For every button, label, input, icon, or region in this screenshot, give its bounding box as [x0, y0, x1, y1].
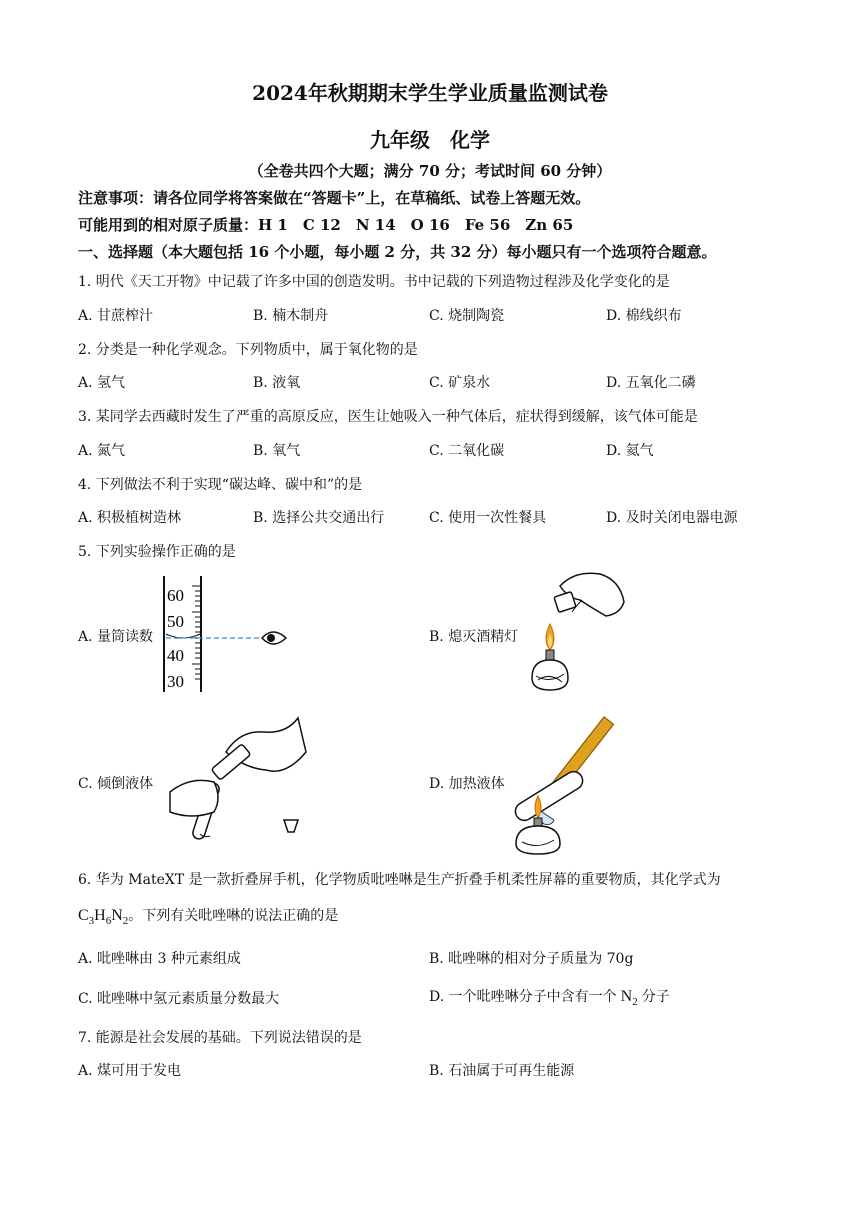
option-a: A. 甘蔗榨汁 — [78, 308, 154, 324]
section-heading: 一、选择题（本大题包括 16 个小题，每小题 2 分，共 32 分）每小题只有一个选项符合题意。 — [78, 243, 717, 261]
graduated-cylinder-figure — [160, 576, 290, 694]
atomic-mass: 可能用到的相对原子质量：H 1 C 12 N 14 O 16 Fe 56 Zn 65 — [78, 216, 574, 234]
option-d: D. 氦气 — [606, 443, 654, 459]
option-c: C. 吡唑啉中氢元素质量分数最大 — [78, 991, 280, 1007]
question-stem: 1. 明代《天工开物》中记载了许多中国的创造发明。书中记载的下列造物过程涉及化学变化的是 — [78, 274, 670, 290]
notice: 注意事项：请各位同学将答案做在“答题卡”上，在草稿纸、试卷上答题无效。 — [78, 189, 591, 207]
question-stem: 6. 华为 MateXT 是一款折叠屏手机，化学物质吡唑啉是生产折叠手机柔性屏幕的重要物质，其化学式为 — [78, 872, 721, 888]
option-b: B. 液氧 — [253, 375, 301, 391]
option-d: D. 一个吡唑啉分子中含有一个 $N_2$ 分子 — [429, 988, 670, 1009]
option-a: A. 氮气 — [78, 443, 126, 459]
option-b: B. 熄灭酒精灯 — [429, 629, 519, 645]
question-stem: 4. 下列做法不利于实现“碳达峰、碳中和”的是 — [78, 477, 363, 493]
option-b: B. 吡唑啉的相对分子质量为 70g — [429, 951, 634, 967]
question-stem: 2. 分类是一种化学观念。下列物质中，属于氧化物的是 — [78, 342, 418, 358]
option-b: B. 选择公共交通出行 — [253, 510, 385, 526]
option-c: C. 烧制陶瓷 — [429, 308, 505, 324]
option-c: C. 二氧化碳 — [429, 443, 505, 459]
tick-label: 40 — [167, 646, 184, 665]
exam-title: 2024年秋期期末学生学业质量监测试卷 — [252, 81, 608, 105]
question-stem: 5. 下列实验操作正确的是 — [78, 544, 236, 560]
option-c: C. 使用一次性餐具 — [429, 510, 547, 526]
question-stem: 7. 能源是社会发展的基础。下列说法错误的是 — [78, 1030, 362, 1046]
option-c: C. 矿泉水 — [429, 375, 491, 391]
hand-icon — [170, 780, 218, 816]
exam-subtitle: 九年级 化学 — [370, 128, 490, 152]
tick-label: 30 — [167, 672, 184, 691]
option-a: A. 量筒读数 — [78, 629, 154, 645]
tick-label: 60 — [167, 586, 184, 605]
eye-icon — [262, 632, 286, 644]
alcohol-lamp-figure — [520, 568, 630, 700]
option-a: A. 煤可用于发电 — [78, 1063, 182, 1079]
option-b: B. 楠木制舟 — [253, 308, 329, 324]
question-stem: 3. 某同学去西藏时发生了严重的高原反应，医生让她吸入一种气体后，症状得到缓解，该气体可能是 — [78, 409, 698, 425]
option-d: D. 五氧化二磷 — [606, 375, 696, 391]
option-b: B. 氧气 — [253, 443, 301, 459]
question-stem-continued: $C_3H_6N_2$。下列有关吡唑啉的说法正确的是 — [78, 907, 339, 928]
pouring-liquid-figure — [160, 712, 310, 842]
exam-info: （全卷共四个大题；满分 70 分；考试时间 60 分钟） — [248, 162, 612, 180]
option-a: A. 积极植树造林 — [78, 510, 182, 526]
option-a: A. 吡唑啉由 3 种元素组成 — [78, 951, 241, 967]
option-c: C. 倾倒液体 — [78, 776, 154, 792]
option-a: A. 氢气 — [78, 375, 126, 391]
heating-liquid-figure — [508, 704, 638, 856]
chemical-formula: $N_2$ — [620, 988, 638, 1009]
option-d: D. 加热液体 — [429, 776, 505, 792]
option-d: D. 棉线织布 — [606, 308, 682, 324]
option-b: B. 石油属于可再生能源 — [429, 1063, 575, 1079]
tick-label: 50 — [167, 612, 184, 631]
chemical-formula: $C_3H_6N_2$ — [78, 907, 129, 928]
option-d: D. 及时关闭电器电源 — [606, 510, 738, 526]
